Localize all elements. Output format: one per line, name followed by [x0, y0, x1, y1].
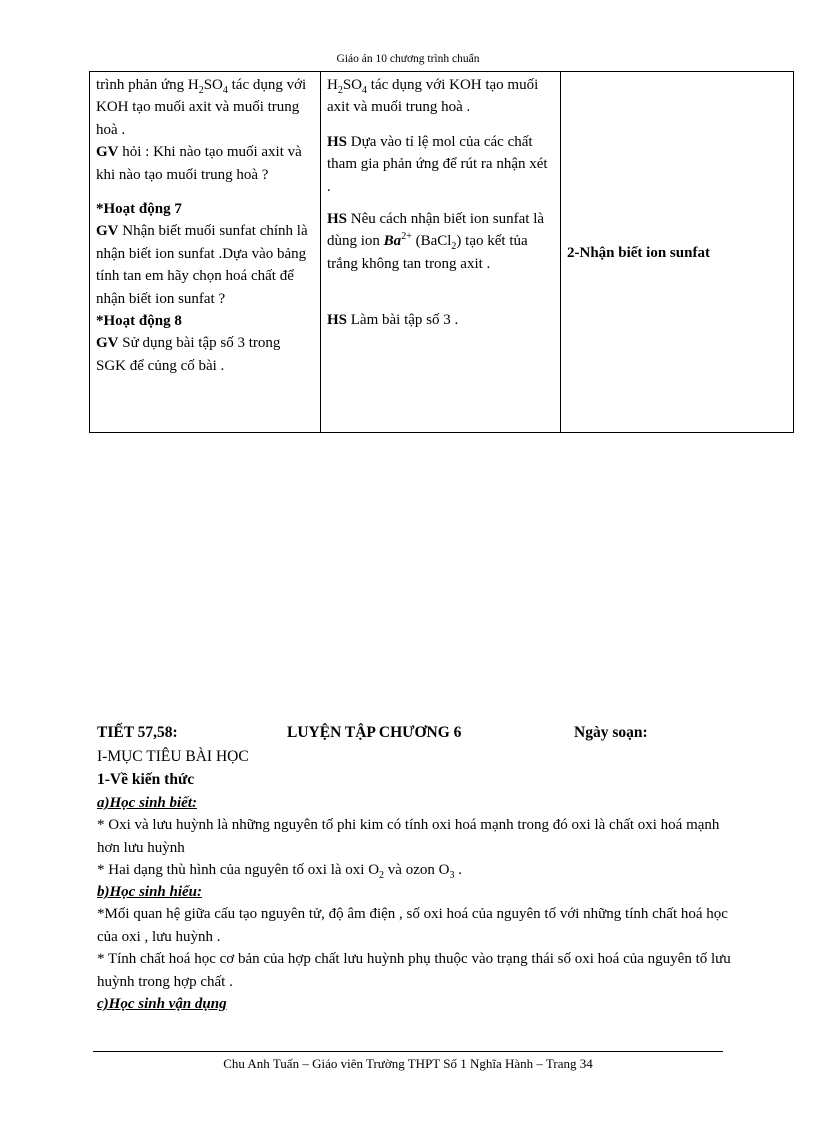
know-item-2: * Hai dạng thù hình của nguyên tố oxi là oxi $O_2$ và ozon $O_3$ . [97, 862, 462, 881]
student-activity-cell [321, 72, 561, 433]
activity-7-heading: *Hoạt động 7 [96, 201, 182, 218]
knowledge-heading: 1-Về kiến thức [97, 771, 195, 788]
table-row [90, 72, 794, 433]
page-header: Giáo án 10 chương trình chuẩn [336, 53, 480, 65]
teacher-para-1: trình phản ứng $H_2SO_4$ tác dụng với KOH tạo muối axit và muối trung hoà . [96, 77, 307, 138]
know-heading: a)Học sinh biết: [97, 795, 197, 811]
understand-item-1: *Mối quan hệ giữa cấu tạo nguyên tử, độ âm điện , số oxi hoá của nguyên tố với những tính chất hoá học của oxi , lưu huỳnh . [97, 906, 728, 945]
understand-item-2: * Tính chất hoá học cơ bản của hợp chất lưu huỳnh phụ thuộc vào trạng thái số oxi hoá của nguyên tố lưu huỳnh trong hợp chất . [97, 951, 731, 990]
teacher-para-4: GV Sử dụng bài tập số 3 trong SGK để củng cố bài . [96, 335, 281, 374]
know-item-1: * Oxi và lưu huỳnh là những nguyên tố phi kim có tính oxi hoá mạnh trong đó oxi là chất oxi hoá mạnh hơn lưu huỳnh [97, 817, 720, 856]
lesson-number: TIẾT 57,58: [97, 724, 178, 741]
page-footer: Chu Anh Tuấn – Giáo viên Trường THPT Số 1 Nghĩa Hành – Trang 34 [223, 1056, 593, 1071]
content-heading: 2-Nhận biết ion sunfat [567, 244, 710, 261]
apply-heading: c)Học sinh vận dụng [97, 996, 227, 1012]
teacher-para-2: GV hỏi : Khi nào tạo muối axit và khi nào tạo muối trung hoà ? [96, 144, 302, 183]
teacher-para-3: GV Nhận biết muối sunfat chính là nhận biết ion sunfat .Dựa vào bảng tính tan em hãy chọn hoá chất để nhận biết ion sunfat ? [96, 223, 308, 307]
understand-heading: b)Học sinh hiểu: [97, 884, 203, 900]
date-label: Ngày soạn: [574, 724, 648, 741]
student-para-1: $H_2SO_4$ tác dụng với KOH tạo muối axit và muối trung hoà . [327, 77, 539, 116]
lesson-title: LUYỆN TẬP CHƯƠNG 6 [287, 724, 462, 741]
teacher-activity-cell [90, 72, 321, 433]
activity-8-heading: *Hoạt động 8 [96, 313, 182, 330]
student-para-3: HS Nêu cách nhận biết ion sunfat là dùng ion $Ba^{2+}$ (BaCl$_2$) tạo kết tủa trắng không tan trong axit . [327, 211, 545, 272]
activity-table [89, 71, 794, 433]
content-cell [561, 72, 794, 433]
footer-rule [93, 1051, 723, 1052]
student-para-4: HS Làm bài tập số 3 . [327, 312, 459, 329]
student-para-2: HS Dựa vào tỉ lệ mol của các chất tham gia phản ứng để rút ra nhận xét . [327, 133, 548, 195]
objectives-heading: I-MỤC TIÊU BÀI HỌC [97, 748, 249, 765]
